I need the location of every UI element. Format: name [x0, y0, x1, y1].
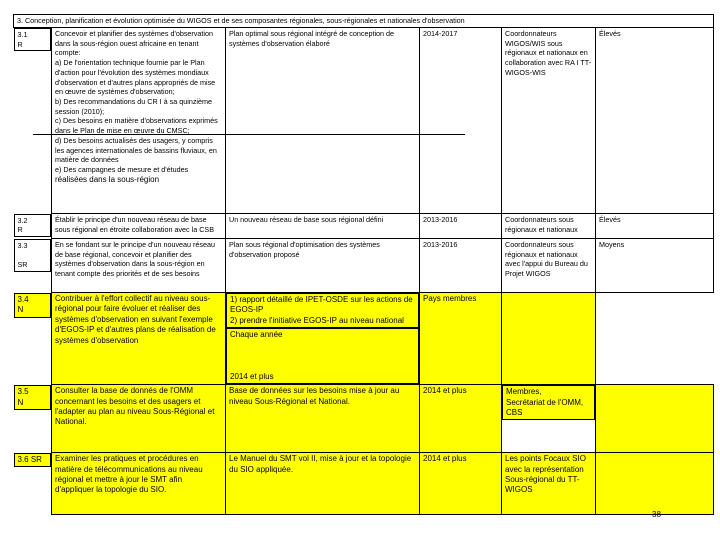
row-deliverable: Plan optimal sous régional intégré de conception de systèmes d'observation élaboré [226, 28, 420, 214]
table-row [14, 385, 714, 453]
row-action: En se fondant sur le principe d'un nouveau réseau de base régional, concevoir et planifier des systèmes d'observation dans la sous-région en tenant compte des priorités et de ses besoins [52, 239, 226, 293]
row-responsible: Pays membres [420, 293, 502, 385]
row-action: Contribuer à l'effort collectif au niveau sous-régional pour faire évoluer et réaliser des systèmes d'observation en suivant l'exemple d'EGOS-IP et d'autres plans de réalisation de systèmes d'observation [52, 293, 226, 385]
table-row [14, 214, 714, 239]
row-priority [596, 385, 714, 453]
row-priority: Élevés [596, 28, 714, 214]
row-deliverable: Plan sous régional d'optimisation des systèmes d'observation proposé [226, 239, 420, 293]
action-plan-table [13, 14, 714, 515]
row-timeline: 2013-2016 [420, 239, 502, 293]
table-row [14, 239, 714, 293]
table-row [14, 453, 714, 515]
row-responsible: Membres, Secrétariat de l'OMM, CBS [502, 385, 595, 420]
strikethrough-rule [33, 134, 465, 135]
section-title: 3. Conception, planification et évolution optimisée du WIGOS et de ses composantes régionales, sous-régionales et nationales d'observation [14, 15, 714, 28]
row-priority [596, 453, 714, 515]
row-action-tail: réalisées dans la sous-région [55, 174, 160, 184]
row-action: Examiner les pratiques et procédures en matière de télécommunications au niveau régional et mettre à jour le SMT afin d'appliquer la topologie du SIO. [52, 453, 226, 515]
table-row [14, 28, 714, 214]
row-action: Concevoir et planifier des systèmes d'observation dans la sous-région ouest africaine en tenant compte: a) De l'orientation technique fournie par le Plan d'action pour l'évolution des systèmes mondiaux d'observation et d'autres plans appropriés de mise en œuvre de systèmes d'observation; b) Des recommandations du CR I à sa quinzième session (2010); c) Des besoins en matière d'observations exprimés dans le Plan de mise en œuvre du CMSC; d) Des besoins actualisés des usagers, y compris les agences internationales de bassins fluviaux, en matière de données e) Des campagnes de mesure et d'études [55, 29, 218, 175]
row-action: Consulter la base de donnés de l'OMM concernant les besoins et des usagers et l'adapter au plan au niveau Sous-Régional et National. [52, 385, 226, 453]
row-id: 3.5 N [14, 385, 52, 410]
row-id: 3.6 SR [14, 453, 52, 467]
row-deliverable: Base de données sur les besoins mise à jour au niveau Sous-Régional et National. [226, 385, 420, 453]
row-action: Établir le principe d'un nouveau réseau de base sous régional en étroite collaboration avec la CSB [52, 214, 226, 239]
row-priority [502, 293, 596, 385]
row-timeline: Chaque année 2014 et plus [226, 328, 419, 384]
row-timeline: 2014 et plus [420, 385, 502, 453]
row-id: 3.4 N [14, 293, 52, 318]
row-responsible: Coordonnateurs WIGOS/WIS sous régionaux et nationaux en collaboration avec RA I TT- WIGOS-WIS [502, 28, 596, 214]
row-responsible: Les points Focaux SIO avec la représentation Sous-régional du TT-WIGOS [502, 453, 596, 515]
row-deliverable: Le Manuel du SMT vol II, mise à jour et la topologie du SIO appliquée. [226, 453, 420, 515]
row-action-cell [52, 28, 226, 214]
row-deliverable: 1) rapport détaillé de IPET-OSDE sur les actions de EGOS-IP 2) prendre l'initiative EGOS-IP au niveau national [226, 293, 419, 328]
row-timeline: 2013-2016 [420, 214, 502, 239]
row-id: 3.3 SR [14, 239, 52, 272]
row-priority: Moyens [596, 239, 714, 293]
row-id: 3.2 R [14, 214, 52, 237]
page-number: 38 [652, 510, 661, 519]
table-row [14, 293, 714, 385]
row-timeline: 2014-2017 [420, 28, 502, 214]
row-timeline: 2014 et plus [420, 453, 502, 515]
row-deliverable: Un nouveau réseau de base sous régional défini [226, 214, 420, 239]
row-responsible: Coordonnateurs sous régionaux et nationaux avec l'appui du Bureau du Projet WIGOS [502, 239, 596, 293]
row-id: 3.1 R [14, 28, 52, 51]
row-priority: Élevés [596, 214, 714, 239]
table-title-row [14, 15, 714, 28]
row-responsible: Coordonnateurs sous régionaux et nationaux [502, 214, 596, 239]
